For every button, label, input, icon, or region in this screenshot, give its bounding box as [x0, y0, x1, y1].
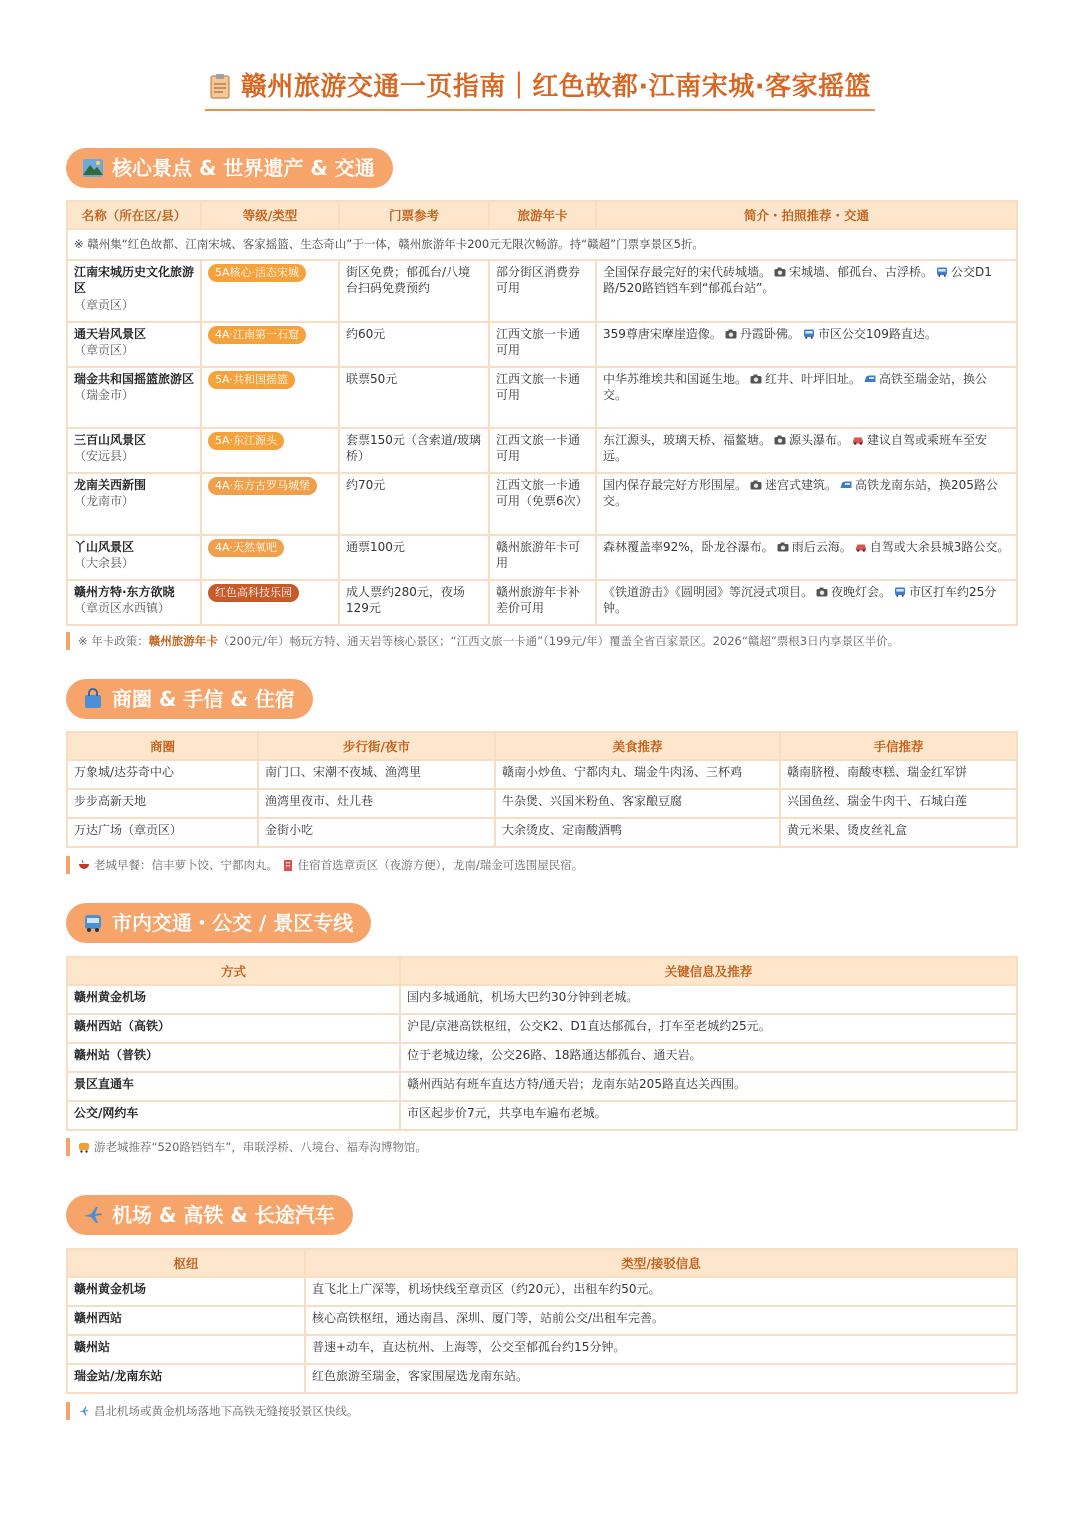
sight-photo: 迷宫式建筑。 [765, 477, 838, 492]
shopping-cell: 赣南小炒鱼、宁都肉丸、瑞金牛肉汤、三杯鸡 [495, 760, 780, 789]
shopping-cell: 步步高新天地 [67, 789, 258, 818]
sight-intro: 森林覆盖率92%，卧龙谷瀑布。 [603, 539, 774, 554]
sight-photo: 丹霞卧佛。 [739, 326, 800, 341]
sight-intro: 国内保存最完好方形围屋。 [603, 477, 748, 492]
city-transport-row-info: 位于老城边缘，公交26路、18路通达郁孤台、通天岩。 [400, 1043, 1017, 1072]
section-heading-city-transport: 市内交通・公交 / 景区专线 [66, 903, 371, 943]
sight-row [67, 535, 1017, 580]
sight-card: 赣州旅游年卡可用 [489, 535, 596, 580]
shopping-row [67, 760, 1017, 789]
col-header: 类型/接驳信息 [305, 1249, 1017, 1277]
section-heading-hubs: 机场 & 高铁 & 长途汽车 [66, 1195, 353, 1235]
hub-row-label: 赣州站 [67, 1335, 305, 1364]
sight-row [67, 428, 1017, 473]
page-title [205, 66, 875, 111]
airplane-icon [82, 1204, 104, 1226]
camera-icon [750, 480, 762, 490]
hub-row-label: 赣州西站 [67, 1306, 305, 1335]
sight-traffic: 公交D1路/520路铛铛车到“郁孤台站”。 [603, 264, 992, 295]
city-transport-row-info: 市区起步价7元，共享电车遍布老城。 [400, 1101, 1017, 1130]
shopping-cell: 万象城/达芬奇中心 [67, 760, 258, 789]
section-heading-sights: 核心景点 & 世界遗产 & 交通 [66, 148, 393, 188]
shopping-cell: 赣南脐橙、南酸枣糕、瑞金红军饼 [780, 760, 1017, 789]
sight-area: （瑞金市） [74, 388, 135, 402]
airplane-icon [78, 1405, 90, 1417]
sight-photo: 红井、叶坪旧址。 [765, 371, 862, 386]
city-transport-row [67, 1072, 1017, 1101]
sight-row [67, 322, 1017, 367]
level-badge: 4A·江南第一石窟 [208, 326, 306, 344]
sight-intro: 359尊唐宋摩崖造像。 [603, 326, 722, 341]
camera-icon [774, 435, 786, 445]
train-icon [840, 480, 852, 490]
car-icon [855, 542, 867, 552]
city-transport-row [67, 985, 1017, 1014]
col-header: 枢纽 [67, 1249, 305, 1277]
hub-row-label: 赣州黄金机场 [67, 1277, 305, 1306]
hotel-icon [282, 859, 294, 871]
sight-traffic: 建议自驾或乘班车至安远。 [603, 432, 988, 463]
sights-header-row [67, 201, 1017, 229]
col-header: 关键信息及推荐 [400, 957, 1017, 985]
shopping-cell: 渔湾里夜市、灶儿巷 [258, 789, 495, 818]
sight-intro-cell [596, 367, 1017, 428]
city-transport-row-label: 赣州西站（高铁） [67, 1014, 400, 1043]
shopping-bag-icon [82, 688, 104, 710]
col-header: 方式 [67, 957, 400, 985]
sight-traffic: 市区打车约25分钟。 [603, 584, 997, 615]
sights-notice-row [67, 229, 1017, 260]
sight-intro-cell [596, 580, 1017, 625]
sight-intro-cell [596, 260, 1017, 322]
train-icon [864, 374, 876, 384]
sight-ticket: 街区免费；郁孤台/八境台扫码免费预约 [339, 260, 489, 322]
sight-level-cell [201, 580, 339, 625]
airport-tip: 昌北机场或黄金机场落地下高铁无缝接驳景区快线。 [66, 1402, 1016, 1420]
city-transport-row [67, 1043, 1017, 1072]
sight-name: 瑞金共和国摇篮旅游区 [74, 371, 195, 386]
hub-row-info: 普速+动车，直达杭州、上海等，公交至郁孤台约15分钟。 [305, 1335, 1017, 1364]
sight-level-cell [201, 367, 339, 428]
col-header: 商圈 [67, 732, 258, 760]
page-title-wrap [0, 66, 1080, 111]
col-header: 美食推荐 [495, 732, 780, 760]
sight-ticket: 约70元 [339, 473, 489, 535]
sight-level-cell [201, 535, 339, 580]
sight-traffic: 高铁至瑞金站，换公交。 [603, 371, 988, 402]
col-header: 步行街/夜市 [258, 732, 495, 760]
sight-ticket: 联票50元 [339, 367, 489, 428]
section-heading-shopping: 商圈 & 手信 & 住宿 [66, 679, 313, 719]
annual-card-tip: ※ 年卡政策：赣州旅游年卡（200元/年）畅玩方特、通天岩等核心景区；“江西文旅一卡通”（199元/年）覆盖全省百家景区。2026“赣超”票根3日内享景区半价。 [66, 632, 1016, 650]
sight-intro-cell [596, 428, 1017, 473]
level-badge: 4A·东方古罗马城堡 [208, 477, 317, 495]
hub-row-info: 红色旅游至瑞金，客家围屋选龙南东站。 [305, 1364, 1017, 1393]
hub-row [67, 1335, 1017, 1364]
mountain-icon [82, 157, 104, 179]
sight-name-cell [67, 473, 201, 535]
hub-row-info: 直飞北上广深等，机场快线至章贡区（约20元），出租车约50元。 [305, 1277, 1017, 1306]
sight-area: （章贡区） [74, 297, 135, 312]
hubs-header-row [67, 1249, 1017, 1277]
shopping-cell: 万达广场（章贡区） [67, 818, 258, 847]
bus-icon [803, 329, 815, 339]
sight-row [67, 580, 1017, 625]
city-transport-row-label: 赣州黄金机场 [67, 985, 400, 1014]
sight-card: 江西文旅一卡通可用 [489, 322, 596, 367]
level-badge: 红色高科技乐园 [208, 584, 299, 602]
shopping-cell: 黄元米果、烫皮丝礼盒 [780, 818, 1017, 847]
city-transport-table [66, 956, 1018, 1131]
food-lodging-tip: 老城早餐：信丰萝卜饺、宁都肉丸。 住宿首选章贡区（夜游方便），龙南/瑞金可选围屋民宿。 [66, 856, 1016, 874]
sights-notice: ※ 赣州集“红色故都、江南宋城、客家摇篮、生态奇山”于一体，赣州旅游年卡200元无限次畅游。持“赣超”门票享景区5折。 [67, 229, 1017, 260]
sights-table [66, 200, 1018, 626]
sight-traffic: 高铁龙南东站，换205路公交。 [603, 477, 998, 508]
camera-icon [816, 587, 828, 597]
shopping-cell: 兴国鱼丝、瑞金牛肉干、石城白莲 [780, 789, 1017, 818]
sight-ticket: 通票100元 [339, 535, 489, 580]
sight-photo: 源头瀑布。 [789, 432, 850, 447]
city-transport-row [67, 1101, 1017, 1130]
sight-intro: 中华苏维埃共和国诞生地。 [603, 371, 748, 386]
sight-ticket: 套票150元（含索道/玻璃桥） [339, 428, 489, 473]
col-header: 名称（所在区/县） [67, 201, 201, 229]
sight-card: 江西文旅一卡通可用（免票6次） [489, 473, 596, 535]
shopping-table [66, 731, 1018, 848]
hub-row [67, 1364, 1017, 1393]
city-transport-header-row [67, 957, 1017, 985]
shopping-header-row [67, 732, 1017, 760]
sight-photo: 宋城墙、郁孤台、古浮桥。 [789, 264, 934, 279]
sight-name-cell [67, 367, 201, 428]
sight-card: 赣州旅游年卡补差价可用 [489, 580, 596, 625]
city-transport-row-info: 国内多城通航，机场大巴约30分钟到老城。 [400, 985, 1017, 1014]
col-header: 门票参考 [339, 201, 489, 229]
col-header: 旅游年卡 [489, 201, 596, 229]
shopping-cell: 南门口、宋潮不夜城、渔湾里 [258, 760, 495, 789]
level-badge: 5A·共和国摇篮 [208, 371, 295, 389]
bus-icon [82, 912, 104, 934]
sight-area: （大余县） [74, 556, 135, 570]
page-title-text: 赣州旅游交通一页指南｜红色故都·江南宋城·客家摇篮 [240, 72, 872, 102]
sight-traffic: 自驾或大余县城3路公交。 [869, 539, 1010, 554]
shopping-row [67, 789, 1017, 818]
sight-name: 三百山风景区 [74, 432, 147, 447]
city-transport-row-label: 赣州站（普铁） [67, 1043, 400, 1072]
sight-intro-cell [596, 473, 1017, 535]
sight-row [67, 473, 1017, 535]
camera-icon [777, 542, 789, 552]
old-town-tip: 游老城推荐“520路铛铛车”，串联浮桥、八境台、福寿沟博物馆。 [66, 1138, 1016, 1156]
camera-icon [774, 267, 786, 277]
sight-name: 赣州方特·东方欲晓 [74, 584, 175, 599]
sight-card: 部分街区消费券可用 [489, 260, 596, 322]
bus-icon [894, 587, 906, 597]
city-transport-row-info: 赣州西站有班车直达方特/通天岩；龙南东站205路直达关西围。 [400, 1072, 1017, 1101]
sight-intro-cell [596, 322, 1017, 367]
level-badge: 4A·天然氧吧 [208, 539, 284, 557]
sight-level-cell [201, 322, 339, 367]
car-icon [852, 435, 864, 445]
sight-intro: 《铁道游击》《圆明园》等沉浸式项目。 [603, 584, 814, 599]
sight-area: （安远县） [74, 449, 135, 463]
sight-row [67, 260, 1017, 322]
sight-ticket: 成人票约280元，夜场129元 [339, 580, 489, 625]
hub-row-info: 核心高铁枢纽，通达南昌、深圳、厦门等，站前公交/出租车完善。 [305, 1306, 1017, 1335]
sight-level-cell [201, 428, 339, 473]
shopping-cell: 金街小吃 [258, 818, 495, 847]
level-badge: 5A·东江源头 [208, 432, 284, 450]
city-transport-row-label: 公交/网约车 [67, 1101, 400, 1130]
sight-name: 江南宋城历史文化旅游区 [74, 264, 195, 295]
sight-intro-cell [596, 535, 1017, 580]
clipboard-icon [209, 73, 231, 99]
sight-card: 江西文旅一卡通可用 [489, 367, 596, 428]
sight-name: 通天岩风景区 [74, 326, 147, 341]
sight-level-cell [201, 473, 339, 535]
sight-photo: 夜晚灯会。 [831, 584, 892, 599]
camera-icon [725, 329, 737, 339]
sight-row [67, 367, 1017, 428]
bus-icon [936, 267, 948, 277]
shopping-cell: 大余烫皮、定南酸酒鸭 [495, 818, 780, 847]
col-header: 手信推荐 [780, 732, 1017, 760]
sight-photo: 雨后云海。 [791, 539, 852, 554]
city-transport-row [67, 1014, 1017, 1043]
sight-name: 丫山风景区 [74, 539, 135, 554]
sight-name-cell [67, 322, 201, 367]
sight-name-cell [67, 535, 201, 580]
sight-card: 江西文旅一卡通可用 [489, 428, 596, 473]
sight-name-cell [67, 580, 201, 625]
sight-level-cell [201, 260, 339, 322]
sight-name-cell [67, 260, 201, 322]
sight-ticket: 约60元 [339, 322, 489, 367]
col-header: 简介・拍照推荐・交通 [596, 201, 1017, 229]
hub-row [67, 1277, 1017, 1306]
sight-area: （章贡区） [74, 343, 135, 357]
sight-intro: 东江源头，玻璃天桥、福鳌塘。 [603, 432, 772, 447]
shopping-cell: 牛杂煲、兴国米粉鱼、客家酿豆腐 [495, 789, 780, 818]
hub-row [67, 1306, 1017, 1335]
bowl-icon [78, 859, 90, 871]
hubs-table [66, 1248, 1018, 1394]
col-header: 等级/类型 [201, 201, 339, 229]
sight-area: （章贡区水西镇） [74, 601, 171, 615]
level-badge: 5A核心·活态宋城 [208, 264, 306, 282]
city-transport-row-info: 沪昆/京港高铁枢纽，公交K2、D1直达郁孤台，打车至老城约25元。 [400, 1014, 1017, 1043]
shopping-row [67, 818, 1017, 847]
sight-intro: 全国保存最完好的宋代砖城墙。 [603, 264, 772, 279]
camera-icon [750, 374, 762, 384]
sight-traffic: 市区公交109路直达。 [817, 326, 937, 341]
sight-name: 龙南关西新围 [74, 477, 147, 492]
city-transport-row-label: 景区直通车 [67, 1072, 400, 1101]
hub-row-label: 瑞金站/龙南东站 [67, 1364, 305, 1393]
tram-icon [78, 1141, 90, 1153]
sight-name-cell [67, 428, 201, 473]
sight-area: （龙南市） [74, 494, 135, 508]
